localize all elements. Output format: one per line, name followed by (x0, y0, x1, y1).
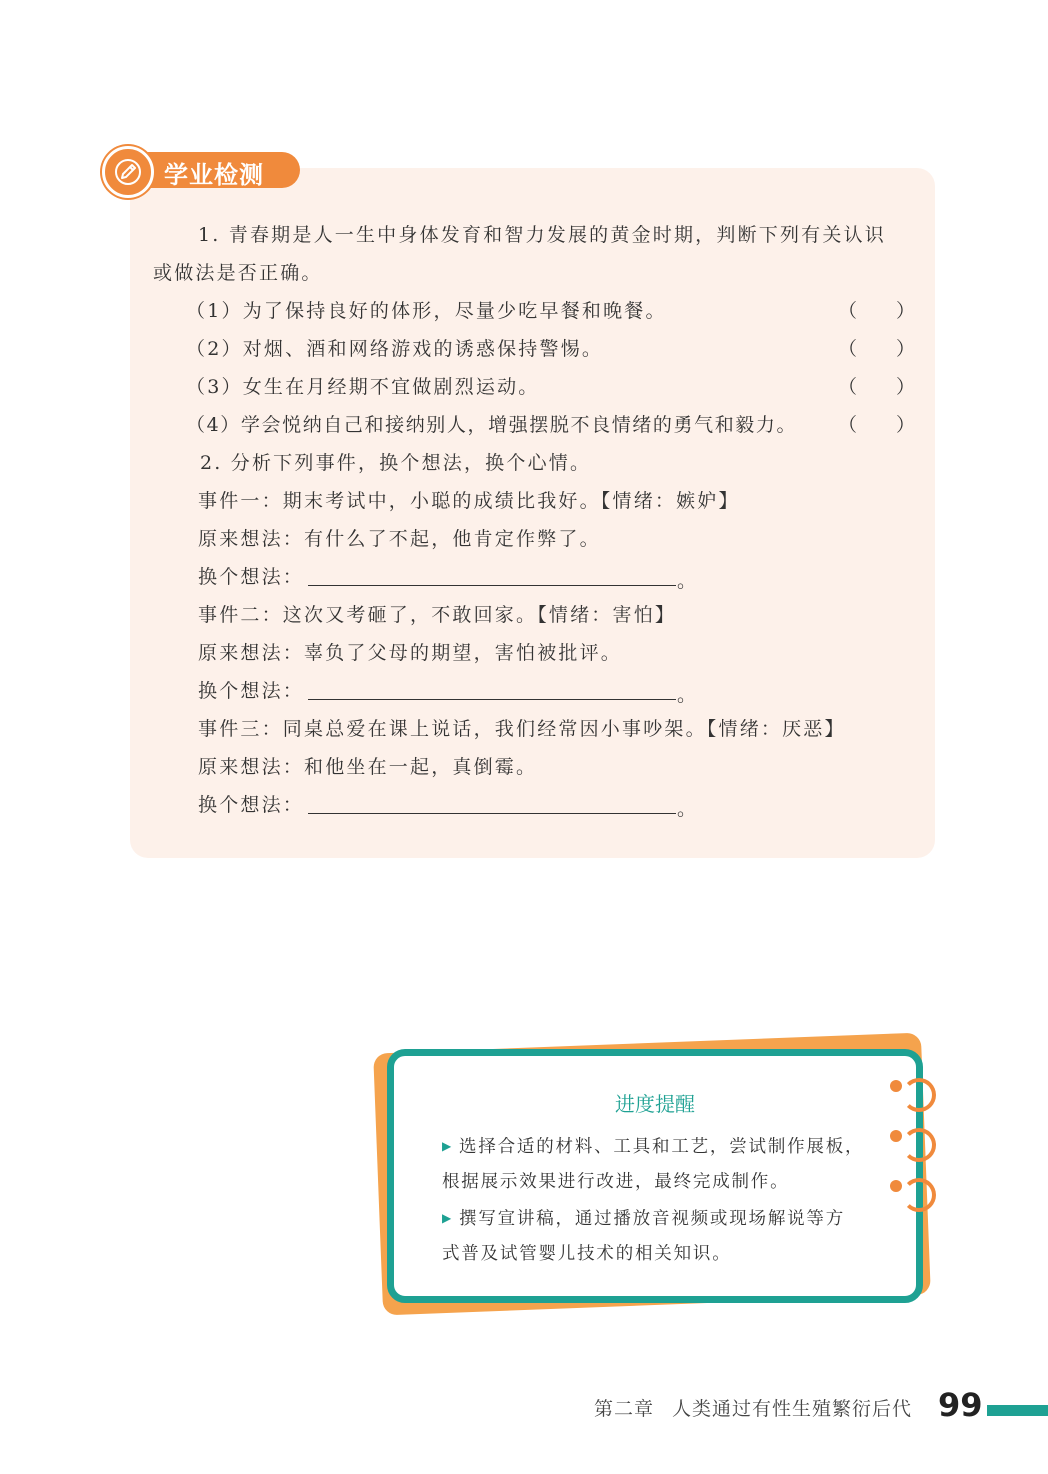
answer-paren-close: ） (896, 376, 916, 398)
question-1-line-2: 或做法是否正确。 (153, 262, 323, 284)
period: 。 (677, 684, 697, 706)
progress-card (387, 1049, 923, 1303)
event-2-change-label: 换个想法： (198, 680, 305, 702)
binder-ring-hole (890, 1080, 902, 1092)
answer-paren-open: （ (838, 414, 858, 436)
question-1-item-2: （2）对烟、酒和网络游戏的诱惑保持警惕。 (186, 338, 604, 360)
pencil-icon (102, 146, 154, 198)
binder-ring-hole (890, 1180, 902, 1192)
event-3-original-thought: 原来想法：和他坐在一起，真倒霉。 (198, 756, 538, 778)
event-2: 事件二：这次又考砸了，不敢回家。【情绪：害怕】 (198, 604, 677, 626)
question-2-title: 2. 分析下列事件，换个想法，换个心情。 (200, 452, 592, 474)
question-1-item-1: （1）为了保持良好的体形，尽量少吃早餐和晚餐。 (186, 300, 667, 322)
triangle-bullet-icon: ▶ (442, 1139, 454, 1153)
question-1-line-1: 1. 青春期是人一生中身体发育和智力发展的黄金时期，判断下列有关认识 (198, 224, 886, 246)
answer-paren-close: ） (896, 414, 916, 436)
question-1-item-3: （3）女生在月经期不宜做剧烈运动。 (186, 376, 540, 398)
binder-ring-icon (902, 1078, 936, 1112)
answer-paren-open: （ (838, 338, 858, 360)
event-1-answer-blank[interactable] (308, 585, 676, 586)
binder-ring-icon (902, 1178, 936, 1212)
progress-item-1-line-1: ▶ 选择合适的材料、工具和工艺，尝试制作展板， (442, 1137, 865, 1157)
page-footer-chapter (594, 1394, 912, 1421)
answer-paren-open: （ (838, 300, 858, 322)
page-number: 99 (938, 1386, 983, 1424)
event-3-answer-blank[interactable] (308, 813, 676, 814)
event-1-change-label: 换个想法： (198, 566, 305, 588)
binder-ring-icon (902, 1128, 936, 1162)
answer-paren-close: ） (896, 338, 916, 360)
event-1: 事件一：期末考试中，小聪的成绩比我好。【情绪：嫉妒】 (198, 490, 740, 512)
quiz-header (102, 146, 302, 194)
answer-paren-close: ） (896, 300, 916, 322)
event-3-change-label: 换个想法： (198, 794, 305, 816)
chapter-title: 人类通过有性生殖繁衍后代 (672, 1398, 913, 1420)
quiz-title: 学业检测 (164, 161, 264, 189)
progress-card-title: 进度提醒 (615, 1092, 695, 1116)
event-2-original-thought: 原来想法：辜负了父母的期望，害怕被批评。 (198, 642, 623, 664)
progress-item-2-line-2: 式普及试管婴儿技术的相关知识。 (442, 1244, 732, 1264)
event-1-original-thought: 原来想法：有什么了不起，他肯定作弊了。 (198, 528, 601, 550)
period: 。 (677, 570, 697, 592)
event-2-answer-blank[interactable] (308, 699, 676, 700)
answer-paren-open: （ (838, 376, 858, 398)
question-1-item-4: （4）学会悦纳自己和接纳别人，增强摆脱不良情绪的勇气和毅力。 (186, 414, 798, 436)
progress-item-2-line-1: ▶ 撰写宣讲稿，通过播放音视频或现场解说等方 (442, 1209, 846, 1229)
event-3: 事件三：同桌总爱在课上说话，我们经常因小事吵架。【情绪：厌恶】 (198, 718, 846, 740)
progress-item-1-line-2: 根据展示效果进行改进，最终完成制作。 (442, 1172, 790, 1192)
triangle-bullet-icon: ▶ (442, 1211, 454, 1225)
period: 。 (677, 798, 697, 820)
chapter-number: 第二章 (594, 1398, 655, 1420)
footer-accent-bar (987, 1405, 1048, 1416)
binder-ring-hole (890, 1130, 902, 1142)
